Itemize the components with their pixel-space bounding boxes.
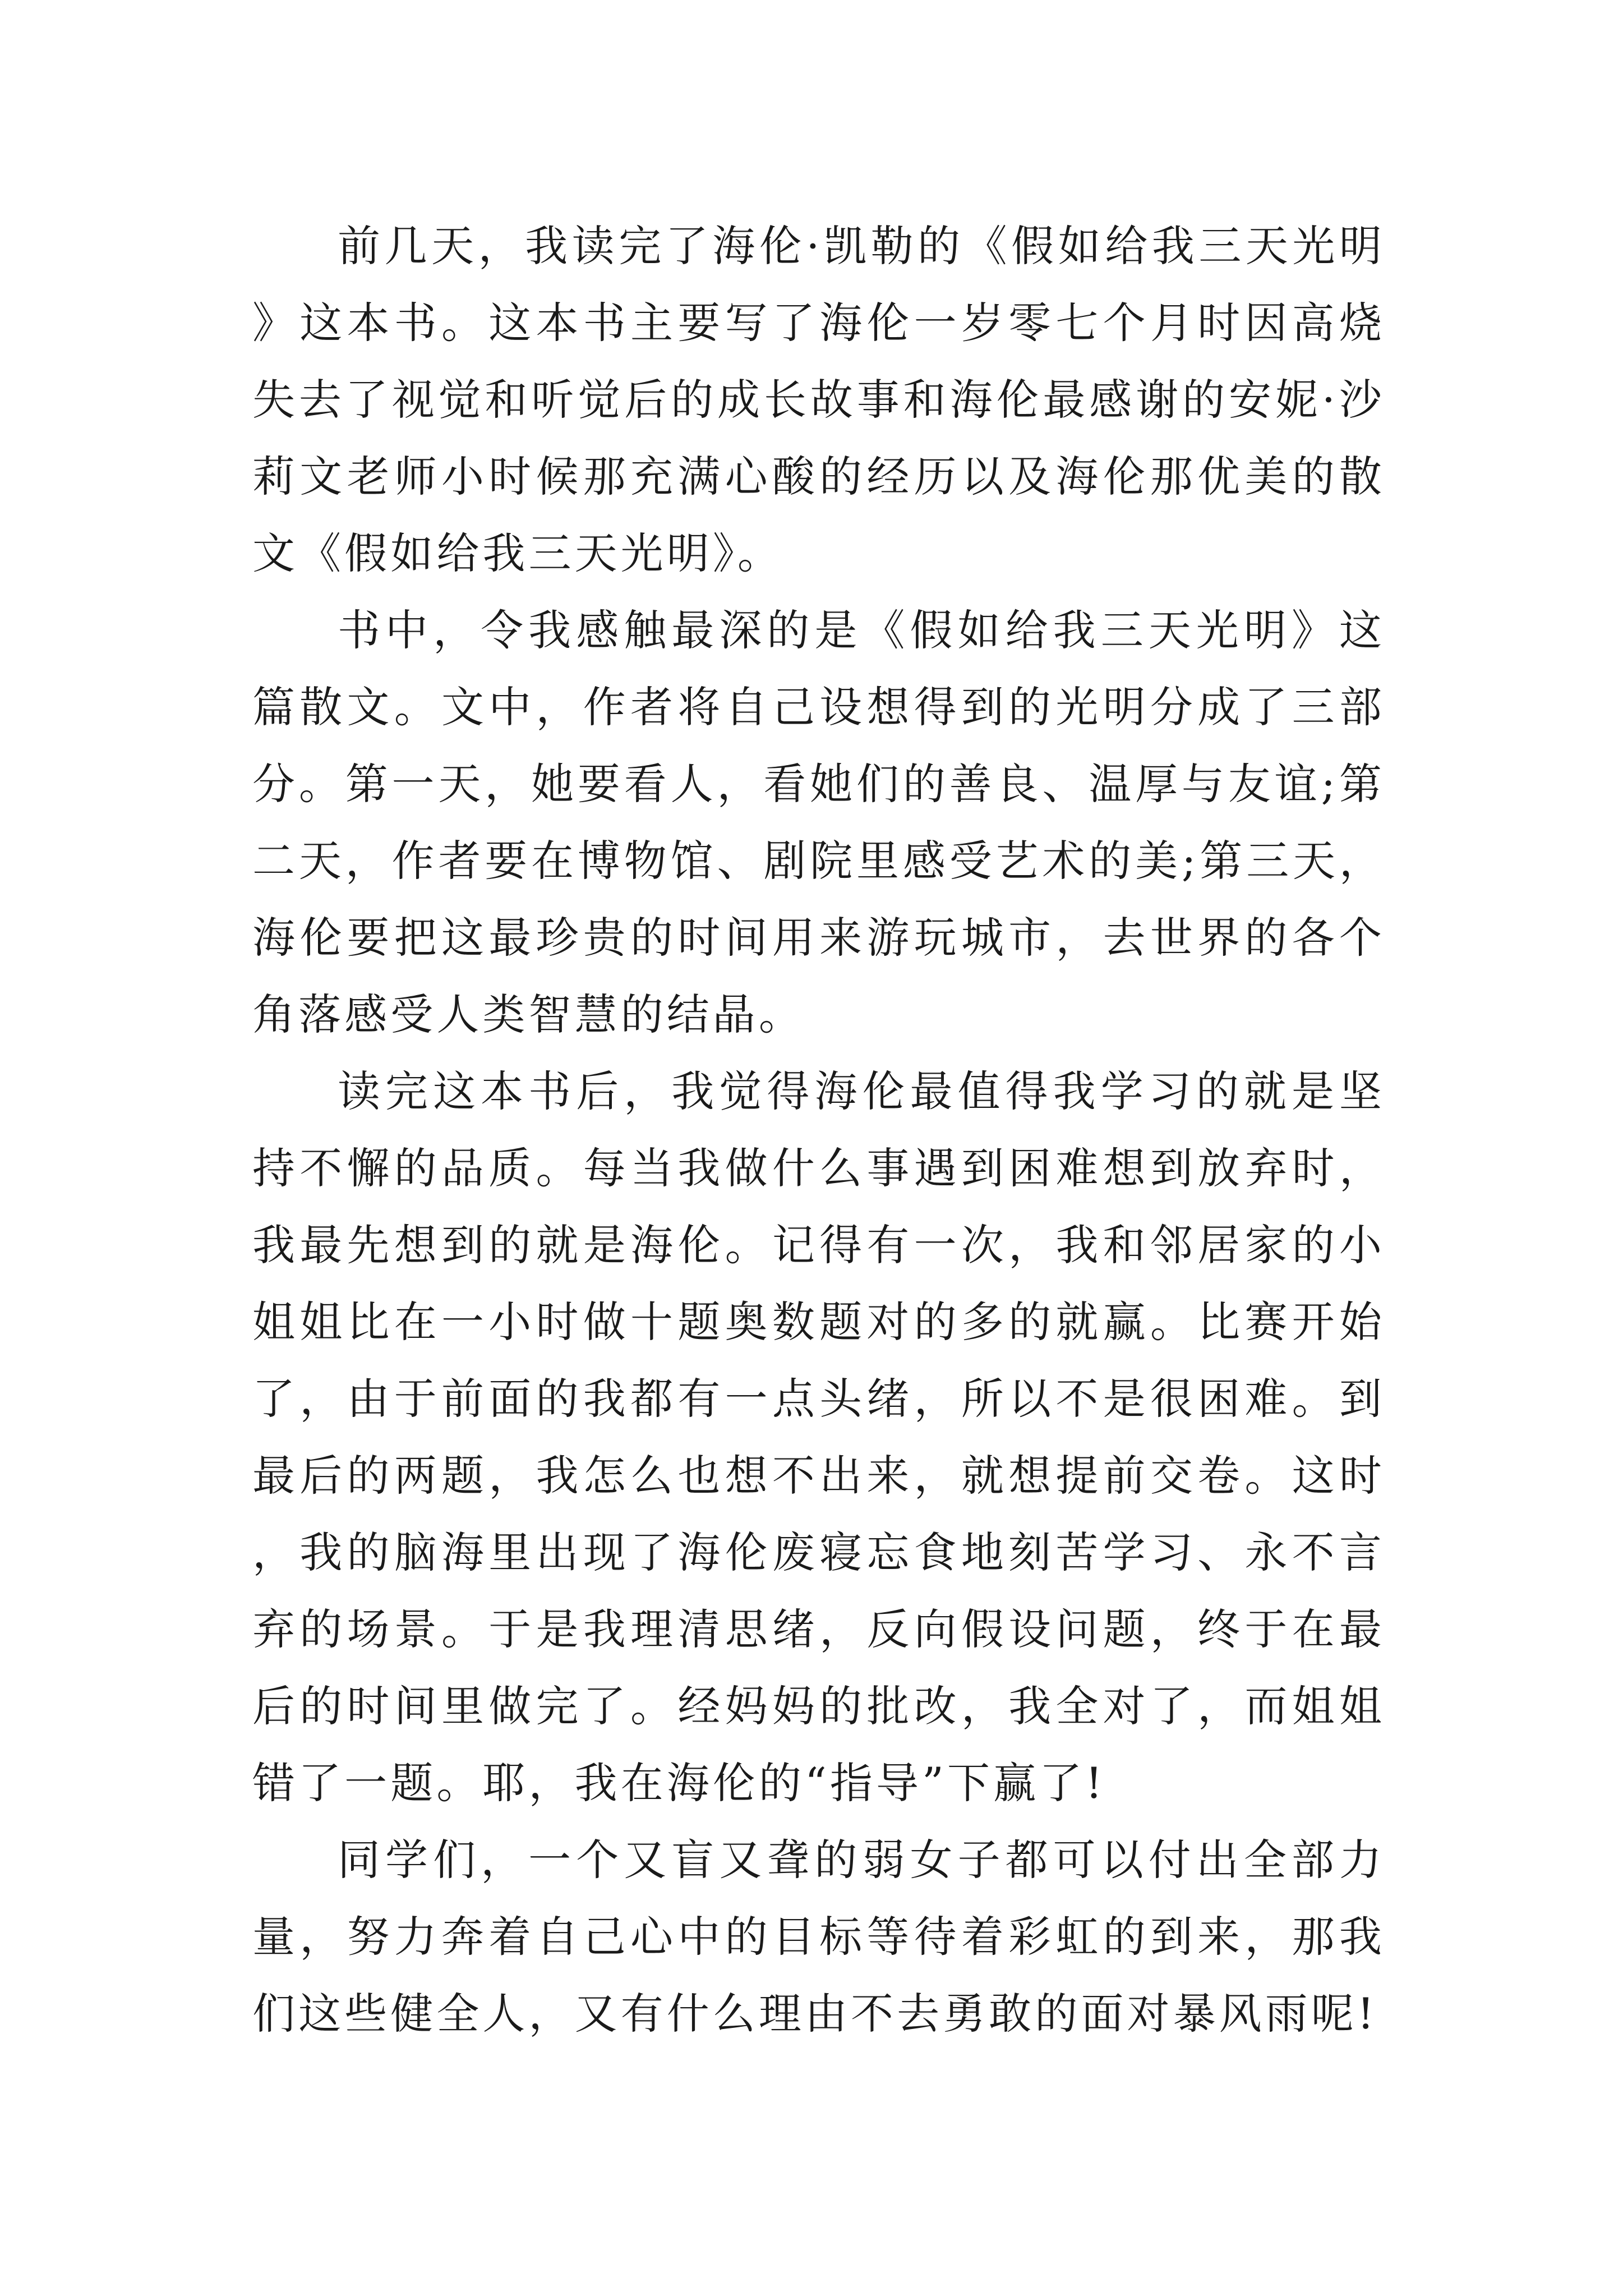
paragraph-2: 书中，令我感触最深的是《假如给我三天光明》这篇散文。文中，作者将自己设想得到的光明分成了三部分。第一天，她要看人，看她们的善良、温厚与友谊;第二天，作者要在博物馆、剧院里感受艺术的美;第三天，海伦要把这最珍贵的时间用来游玩城市，去世界的各个角落感受人类智慧的结晶。 [252,605,1385,1039]
paragraph-3: 读完这本书后，我觉得海伦最值得我学习的就是坚持不懈的品质。每当我做什么事遇到困难想到放弃时，我最先想到的就是海伦。记得有一次，我和邻居家的小姐姐比在一小时做十题奥数题对的多的就赢。比赛开始了，由于前面的我都有一点头绪，所以不是很困难。到最后的两题，我怎么也想不出来，就想提前交卷。这时，我的脑海里出现了海伦废寝忘食地刻苦学习、永不言弃的场景。于是我理清思绪，反向假设问题，终于在最后的时间里做完了。经妈妈的批改，我全对了，而姐姐错了一题。耶，我在海伦的“指导”下赢了! [252,1066,1385,1808]
paragraph-1: 前几天，我读完了海伦·凯勒的《假如给我三天光明》这本书。这本书主要写了海伦一岁零七个月时因高烧失去了视觉和听觉后的成长故事和海伦最感谢的安妮·沙莉文老师小时候那充满心酸的经历以及海伦那优美的散文《假如给我三天光明》。 [252,221,1385,578]
essay-body [252,208,1385,2052]
paragraph-4: 同学们，一个又盲又聋的弱女子都可以付出全部力量，努力奔着自己心中的目标等待着彩虹的到来，那我们这些健全人，又有什么理由不去勇敢的面对暴风雨呢! [252,1835,1385,2039]
